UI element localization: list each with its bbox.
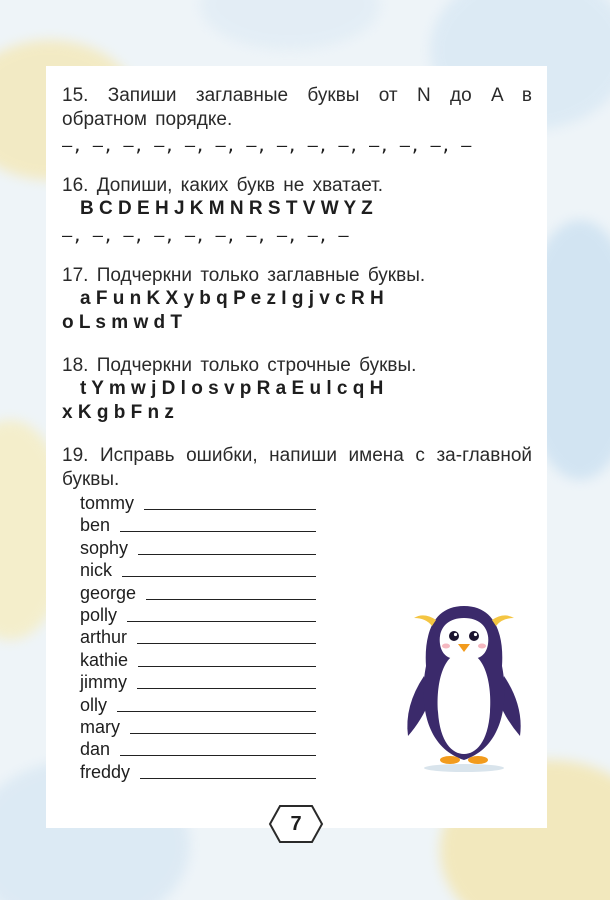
exercise-16-answer-dashes[interactable]: —, —, —, —, —, —, —, —, —, —: [62, 226, 349, 246]
page-number: 7: [290, 812, 302, 835]
name-row: [80, 737, 316, 759]
answer-line[interactable]: [122, 576, 316, 577]
name-label: george: [80, 583, 137, 603]
exercise-18-title: 18. Подчеркни только строчные буквы.: [62, 355, 417, 376]
answer-line[interactable]: [117, 711, 316, 712]
answer-line[interactable]: [138, 554, 316, 555]
name-row: [80, 491, 316, 513]
name-label: sophy: [80, 538, 129, 558]
name-row: [80, 760, 316, 782]
answer-line[interactable]: [138, 666, 316, 667]
exercise-15-title: 15. Запиши заглавные буквы от N до A в обратном порядке.: [62, 85, 532, 130]
name-label: dan: [80, 739, 111, 759]
name-label: freddy: [80, 762, 131, 782]
exercise-16-title: 16. Допиши, каких букв не хватает.: [62, 175, 384, 196]
name-row: [80, 715, 316, 737]
name-row: [80, 625, 316, 647]
exercise-17-letters-line-2[interactable]: o L s m w d T: [62, 312, 182, 333]
exercise-17-title: 17. Подчеркни только заглавные буквы.: [62, 265, 426, 286]
name-row: [80, 581, 316, 603]
answer-line[interactable]: [140, 778, 316, 779]
answer-line[interactable]: [144, 509, 316, 510]
exercise-18-letters-line-2[interactable]: x K g b F n z: [62, 402, 174, 423]
name-label: kathie: [80, 650, 129, 670]
exercise-16-letters: B C D E H J K M N R S T V W Y Z: [80, 198, 373, 219]
answer-line[interactable]: [127, 621, 316, 622]
name-label: polly: [80, 605, 118, 625]
penguin-illustration: [402, 596, 526, 772]
answer-line[interactable]: [130, 733, 316, 734]
name-row: [80, 648, 316, 670]
answer-line[interactable]: [137, 643, 316, 644]
exercise-19-title: 19. Исправь ошибки, напиши имена с за-главной буквы.: [62, 445, 532, 490]
name-row: [80, 693, 316, 715]
name-label: jimmy: [80, 672, 127, 692]
name-row: [80, 670, 316, 692]
name-label: nick: [80, 560, 113, 580]
answer-line[interactable]: [146, 599, 316, 600]
exercise-15-answer-dashes[interactable]: —, —, —, —, —, —, —, —, —, —, —, —, —, —: [62, 136, 472, 156]
answer-line[interactable]: [120, 755, 316, 756]
worksheet-page: [46, 66, 547, 835]
page-number-badge: [268, 804, 324, 844]
name-label: tommy: [80, 493, 134, 513]
answer-line[interactable]: [137, 688, 316, 689]
name-row: [80, 536, 316, 558]
name-row: [80, 603, 316, 625]
answer-line[interactable]: [120, 531, 316, 532]
exercise-17-letters-line-1[interactable]: a F u n K X y b q P e z I g j v c R H: [80, 288, 384, 309]
name-row: [80, 513, 316, 535]
name-label: arthur: [80, 627, 128, 647]
exercise-18-letters-line-1[interactable]: t Y m w j D l o s v p R a E u l c q H: [80, 378, 384, 399]
name-label: mary: [80, 717, 120, 737]
name-label: ben: [80, 515, 111, 535]
name-row: [80, 558, 316, 580]
name-label: olly: [80, 695, 108, 715]
